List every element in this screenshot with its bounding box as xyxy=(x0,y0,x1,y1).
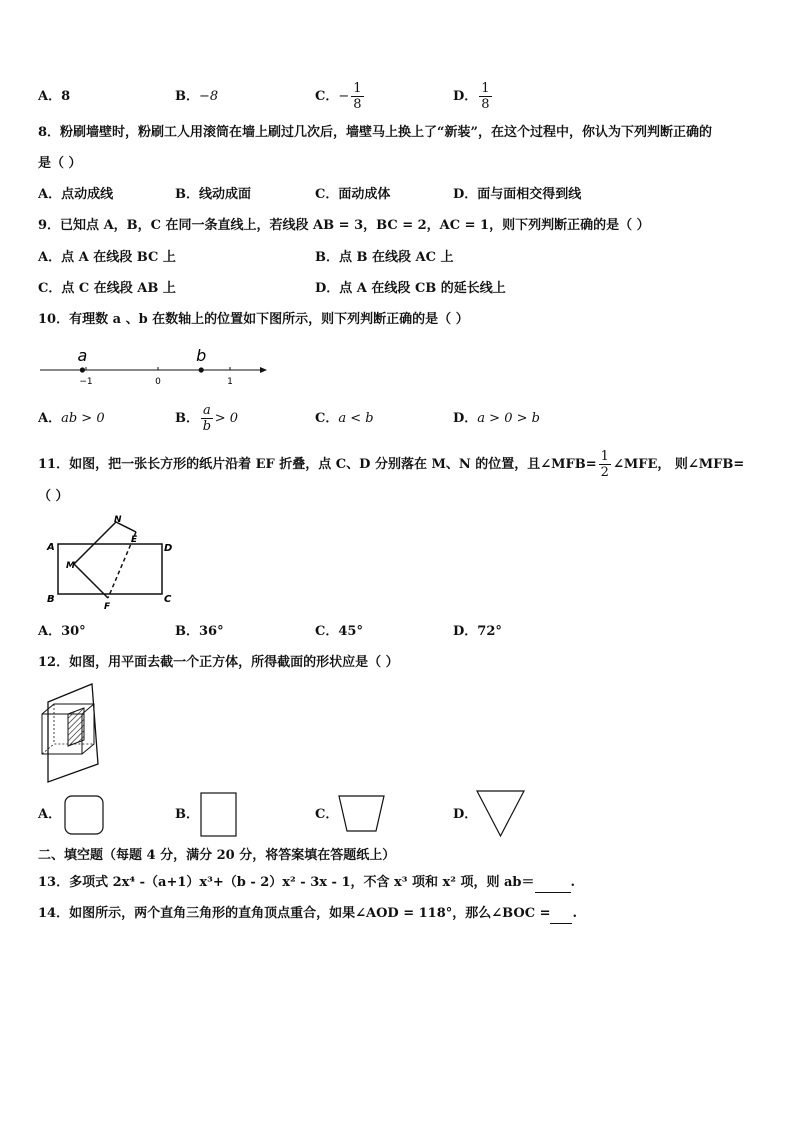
q9-option-a[interactable]: A．点 A 在线段 BC 上 xyxy=(38,250,176,265)
option-math: a < b xyxy=(338,411,374,426)
q12-option-c[interactable] xyxy=(315,806,338,824)
axis-tick-label: 1 xyxy=(227,377,233,387)
rounded-square-shape xyxy=(64,795,104,835)
option-prefix: B． xyxy=(175,411,199,426)
q9-stem: 9．已知点 A，B，C 在同一条直线上，若线段 AB = 3，BC = 2，AC = 1，则下列判断正确的是（ ） xyxy=(38,218,650,233)
q11-option-b[interactable]: B．36° xyxy=(175,624,224,639)
q7-option-b[interactable] xyxy=(175,88,218,106)
point-b-label: b xyxy=(196,346,207,365)
option-prefix: C． xyxy=(315,807,339,822)
q10-option-a[interactable] xyxy=(38,410,105,428)
option-prefix: D． xyxy=(453,807,478,822)
numerator: a xyxy=(203,403,211,418)
q11-stem xyxy=(38,446,744,484)
option-value: 8 xyxy=(61,89,71,104)
q13-text: 13．多项式 2x⁴ -（a+1）x³+（b - 2）x² - 3x - 1，不含 x³ 项和 x² 项，则 ab＝ xyxy=(38,875,535,890)
answer-blank[interactable] xyxy=(550,905,572,924)
q9-option-d[interactable]: D．点 A 在线段 CB 的延长线上 xyxy=(315,281,506,296)
label-a: A xyxy=(47,542,55,553)
folded-paper-figure xyxy=(44,514,184,610)
number-line-figure xyxy=(38,342,273,392)
axis-tick-label: 0 xyxy=(155,377,161,387)
q10-option-c[interactable] xyxy=(315,410,374,428)
option-value: −8 xyxy=(199,89,219,104)
q13-stem xyxy=(38,874,575,893)
q7-option-c[interactable] xyxy=(315,78,366,116)
label-f: F xyxy=(104,602,111,612)
section-title: 二、填空题（每题 4 分，满分 20 分，将答案填在答题纸上） xyxy=(38,848,396,863)
label-d: D xyxy=(164,543,173,554)
q9-option-c[interactable]: C．点 C 在线段 AB 上 xyxy=(38,281,176,296)
label-e: E xyxy=(131,535,138,545)
rectangle-shape xyxy=(200,792,238,838)
q9-option-b[interactable]: B．点 B 在线段 AC 上 xyxy=(315,250,454,265)
fraction xyxy=(599,449,611,480)
option-prefix: A． xyxy=(38,89,62,104)
q11-stem-post: ∠MFE， 则∠MFB= xyxy=(612,457,745,472)
denominator: 8 xyxy=(481,97,490,112)
q11-stem-pre: 11．如图，把一张长方形的纸片沿着 EF 折叠，点 C、D 分别落在 M、N 的位置，且∠MFB= xyxy=(38,457,597,472)
q8-option-b[interactable]: B．线动成面 xyxy=(175,187,251,202)
q10-stem: 10．有理数 a 、b 在数轴上的位置如下图所示，则下列判断正确的是（ ） xyxy=(38,312,469,327)
q12-option-d[interactable] xyxy=(453,806,477,824)
q11-option-a[interactable]: A．30° xyxy=(38,624,86,639)
q8-stem-line1: 8．粉刷墙壁时，粉刷工人用滚筒在墙上刷过几次后，墙壁马上换上了“新装”，在这个过程中，你认为下列判断正确的 xyxy=(38,125,713,140)
label-b: B xyxy=(47,594,55,605)
axis-tick-label: −1 xyxy=(79,377,93,387)
fraction xyxy=(479,81,491,112)
answer-blank[interactable] xyxy=(535,874,571,893)
q11-option-d[interactable]: D．72° xyxy=(453,624,502,639)
minus-sign: − xyxy=(338,89,350,104)
q8-option-c[interactable]: C．面动成体 xyxy=(315,187,391,202)
inverted-triangle-shape xyxy=(476,790,526,838)
label-m: M xyxy=(66,561,75,571)
number-line-arrow-icon xyxy=(260,367,267,373)
point-a-dot xyxy=(80,367,85,372)
q10-option-b[interactable] xyxy=(175,400,238,438)
label-n: N xyxy=(114,515,122,525)
q10-option-d[interactable] xyxy=(453,410,540,428)
option-prefix: A． xyxy=(38,807,62,822)
numerator: 1 xyxy=(481,81,490,96)
q12-stem: 12．如图，用平面去截一个正方体，所得截面的形状应是（ ） xyxy=(38,655,399,670)
q13-text-end: . xyxy=(570,875,576,890)
option-prefix: D． xyxy=(453,89,478,104)
folded-flap xyxy=(74,522,136,598)
q14-text: 14．如图所示，两个直角三角形的直角顶点重合，如果∠AOD = 118°，那么∠BOC = xyxy=(38,906,551,921)
denominator: 2 xyxy=(600,465,609,480)
label-c: C xyxy=(164,594,172,605)
trapezoid-shape xyxy=(338,795,386,833)
q7-option-a[interactable] xyxy=(38,88,70,106)
option-prefix: B． xyxy=(175,89,199,104)
option-prefix: C． xyxy=(315,89,339,104)
cube-section-figure xyxy=(38,680,108,784)
option-prefix: B． xyxy=(175,807,199,822)
q12-option-b[interactable] xyxy=(175,806,199,824)
numerator: 1 xyxy=(353,81,362,96)
fraction xyxy=(201,403,213,434)
denominator: 8 xyxy=(353,97,362,112)
q11-option-c[interactable]: C．45° xyxy=(315,624,363,639)
option-prefix: A． xyxy=(38,411,62,426)
option-prefix: D． xyxy=(453,411,478,426)
q14-text-end: . xyxy=(572,906,577,921)
q8-option-d[interactable]: D．面与面相交得到线 xyxy=(453,187,582,202)
point-b-dot xyxy=(199,367,204,372)
denominator: b xyxy=(202,419,212,434)
q8-stem-line2: 是（ ） xyxy=(38,156,82,171)
q12-option-a[interactable] xyxy=(38,806,61,824)
point-a-label: a xyxy=(77,346,88,365)
option-math: > 0 xyxy=(214,411,239,426)
fraction xyxy=(351,81,363,112)
numerator: 1 xyxy=(600,449,609,464)
option-math: ab > 0 xyxy=(61,411,105,426)
axis-points xyxy=(77,346,206,373)
q7-option-d[interactable] xyxy=(453,78,494,116)
option-math: a > 0 > b xyxy=(477,411,540,426)
option-prefix: C． xyxy=(315,411,339,426)
q11-stem-line2: （ ） xyxy=(38,489,69,504)
q14-stem xyxy=(38,905,577,924)
q8-option-a[interactable]: A．点动成线 xyxy=(38,187,114,202)
cross-section-hatched xyxy=(68,708,84,746)
